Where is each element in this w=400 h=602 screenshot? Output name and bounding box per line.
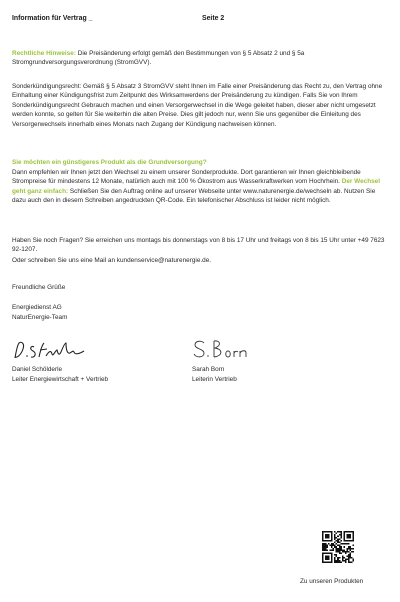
qr-code-icon[interactable]	[322, 531, 354, 563]
qr-caption: Zu unseren Produkten	[300, 578, 364, 585]
legal-notice-text: Die Preisänderung erfolgt gemäß den Bestimmungen von § 5 Absatz 2 und § 5a Stromgrundversorgungsverordnung (StromGVV).	[12, 50, 305, 67]
switch-offer-highlight: Der Wechsel geht ganz einfach:	[12, 178, 380, 195]
legal-notice-label: Rechtliche Hinweise:	[12, 50, 76, 57]
signer-2-role: Leiterin Vertrieb	[192, 376, 237, 383]
signer-1-name: Daniel Schölderle	[12, 366, 63, 373]
signer-1-role: Leiter Energiewirtschaft + Vertrieb	[12, 376, 109, 383]
contact-email-line: Oder schreiben Sie uns eine Mail an kundenservice@naturenergie.de.	[12, 257, 212, 264]
header-page-number: Seite 2	[202, 15, 225, 22]
switch-offer-text-a: Dann empfehlen wir Ihnen jetzt den Wechsel zu einem unserer Sonderprodukte. Dort garantieren wir Ihnen gleichbleibende Strompreise für mindestens 12 Monate, natürlich auch mit 100 % Ökostrom aus Wasserkraftwerken vom Hochrhein.	[12, 169, 361, 186]
switch-offer-paragraph	[12, 168, 388, 206]
switch-offer-text-b: Schließen Sie den Auftrag online auf unserer Webseite unter www.naturenergie.de/wechseln ab. Nutzen Sie dazu auch den in diesem Schreiben angedruckten QR-Code. Ein telefonischer Abschluss ist leider nicht möglich.	[12, 187, 376, 205]
closing-greeting: Freundliche Grüße	[12, 284, 66, 291]
cheaper-product-heading: Sie möchten ein günstigeres Produkt als die Grundversorgung?	[12, 159, 207, 166]
header-contract-info: Information für Vertrag _	[12, 15, 93, 22]
contact-paragraph: Haben Sie noch Fragen? Sie erreichen uns montags bis donnerstags von 8 bis 17 Uhr und freitags von 8 bis 15 Uhr unter +49 7623 92-1207.	[12, 237, 385, 254]
signature-daniel-schoelderle	[12, 338, 92, 362]
closing-team: NaturEnergie-Team	[12, 314, 68, 321]
closing-company: Energiedienst AG	[12, 304, 62, 311]
signature-sarah-born	[192, 337, 252, 361]
special-termination-paragraph: Sonderkündigungsrecht: Gemäß § 5 Absatz 3 StromGVV steht Ihnen im Falle einer Preisänderung das Recht zu, den Vertrag ohne Einhaltung einer Kündigungsfrist zum Zeitpunkt des Wirksamwerdens der Preisänderung zu kündigen. Falls Sie von Ihrem Sonderkündigungsrecht Gebrauch machen und einen Versorgerwechsel in die Wege geleitet haben, dieser aber nicht umgesetzt werden konnte, so gelten für Sie weiterhin die alten Preise. Dies gilt jedoch nur, wenn Sie uns gegenüber die Einleitung des Versorgerwechsels innerhalb eines Monats nach Zugang der Kündigung nachweisen können.	[12, 83, 383, 128]
legal-notice-paragraph	[12, 49, 388, 68]
signer-2-name: Sarah Born	[192, 366, 225, 373]
